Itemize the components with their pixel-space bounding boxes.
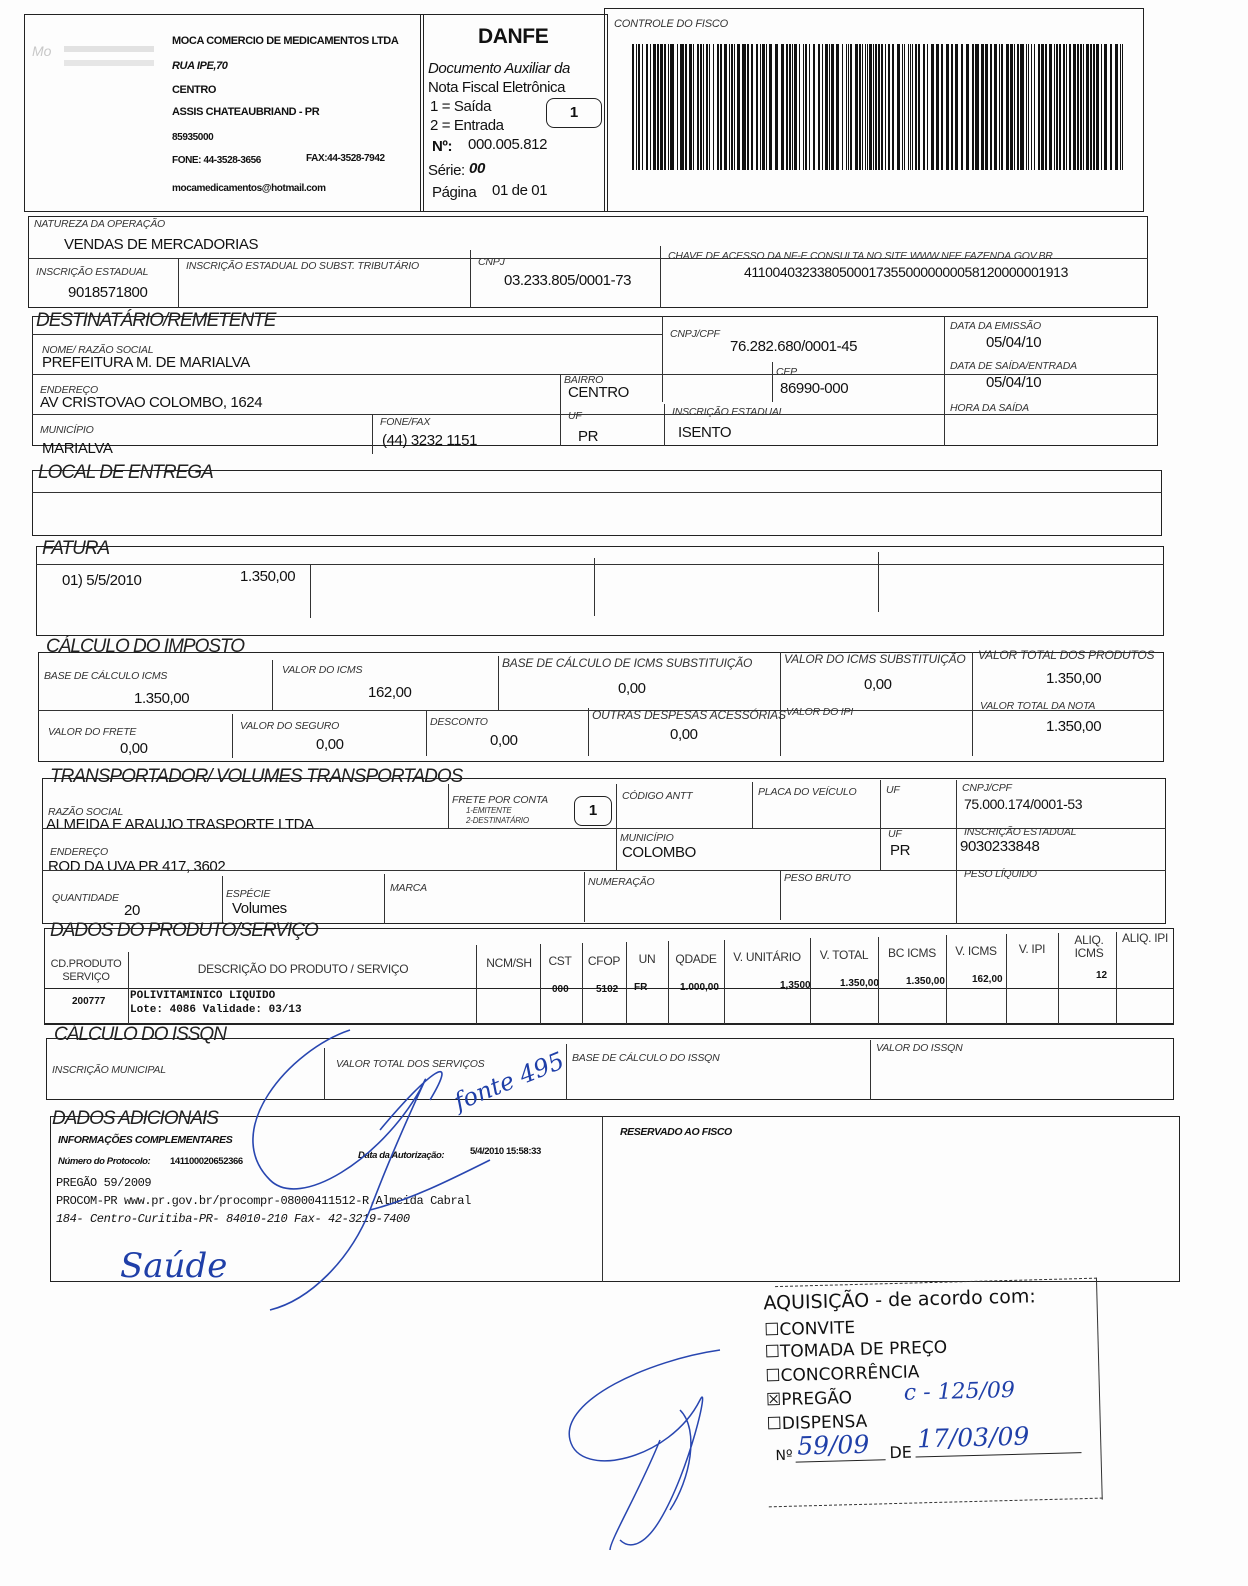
tipo-box: [546, 98, 602, 128]
transp-cnpj-value: 75.000.174/0001-53: [964, 796, 1083, 812]
qtd-label: QUANTIDADE: [52, 892, 119, 904]
th-qdade: QDADE: [675, 952, 717, 966]
frete-conta-box: [574, 796, 612, 826]
seguro-label: VALOR DO SEGURO: [240, 720, 340, 732]
th-bc-icms: BC ICMS: [888, 946, 936, 960]
transp-ie-label: INSCRIÇÃO ESTADUAL: [964, 826, 1077, 838]
dest-cnpj-label: CNPJ/CPF: [670, 328, 720, 340]
handwritten-saude: Saúde: [120, 1246, 228, 1286]
danfe-entrada: 2 = Entrada: [430, 117, 504, 134]
transp-uf2-value: PR: [890, 842, 911, 859]
stamp-num-label: Nº: [775, 1447, 793, 1465]
im-label: INSCRIÇÃO MUNICIPAL: [52, 1064, 166, 1076]
dest-nome-value: PREFEITURA M. DE MARIALVA: [42, 354, 250, 371]
total-nota-value: 1.350,00: [1046, 718, 1102, 735]
danfe-subtitle-1: Documento Auxiliar da: [428, 60, 570, 77]
fatura-title: FATURA: [42, 538, 110, 559]
pagina-label: Página: [432, 184, 477, 201]
transp-endereco-value: ROD DA UVA PR 417, 3602: [48, 858, 226, 875]
destinatario-title: DESTINATÁRIO/REMETENTE: [36, 310, 276, 331]
fatura-valor: 1.350,00: [240, 568, 296, 585]
company-email: mocamedicamentos@hotmail.com: [172, 183, 326, 194]
dest-nome-label: NOME/ RAZÃO SOCIAL: [42, 344, 154, 356]
cnpj-emit-value: 03.233.805/0001-73: [504, 272, 632, 289]
placa-label: PLACA DO VEÍCULO: [758, 786, 857, 798]
numero-value: 000.005.812: [468, 136, 548, 153]
th-cfop: CFOP: [587, 954, 621, 968]
total-produtos-label: VALOR TOTAL DOS PRODUTOS: [978, 648, 1155, 662]
transp-cnpj-label: CNPJ/CPF: [962, 782, 1012, 794]
transp-razao-value: ALMEIDA E ARAUJO TRASPORTE LTDA: [46, 816, 314, 833]
valor-icms-value: 162,00: [368, 684, 412, 701]
issqn-title: CÁLCULO DO ISSQN: [54, 1024, 226, 1045]
row-lote: Lote: 4086 Validade: 03/13: [130, 1004, 302, 1016]
th-aliq-icms: ALIQ. ICMS: [1074, 933, 1104, 960]
valor-issqn-label: VALOR DO ISSQN: [876, 1042, 963, 1054]
qtd-value: 20: [124, 902, 140, 919]
company-city: ASSIS CHATEAUBRIAND - PR: [172, 106, 320, 118]
info-line2: PROCOM-PR www.pr.gov.br/procompr-08000411512-R.Almeida Cabral: [56, 1194, 471, 1208]
valor-st-value: 0,00: [864, 676, 892, 693]
peso-liquido-label: PESO LÍQUIDO: [964, 868, 1037, 880]
frete-conta-value: 1: [588, 802, 598, 819]
emissao-value: 05/04/10: [986, 334, 1042, 351]
especie-value: Volumes: [232, 900, 287, 917]
transp-municipio-value: COLOMBO: [622, 844, 696, 861]
transp-uf-label: UF: [886, 784, 900, 796]
dest-municipio-label: MUNICÍPIO: [40, 424, 94, 436]
company-name: MOCA COMERCIO DE MEDICAMENTOS LTDA: [172, 35, 399, 47]
row-cfop: 5102: [596, 984, 619, 995]
transp-ie-value: 9030233848: [960, 838, 1040, 855]
seguro-value: 0,00: [316, 736, 344, 753]
dest-fone-label: FONE/FAX: [380, 416, 431, 428]
frete-opt1: 1-EMITENTE: [466, 806, 512, 815]
company-zip: 85935000: [172, 132, 214, 143]
row-descricao: POLIVITAMINICO LIQUIDO: [130, 990, 276, 1002]
handwritten-fonte: fonte 495: [450, 1046, 569, 1116]
base-icms-label: BASE DE CÁLCULO ICMS: [44, 670, 168, 682]
th-aliq-ipi: ALIQ. IPI: [1122, 931, 1168, 945]
row-unit: 1,3500: [780, 980, 811, 991]
row-cst: 000: [552, 984, 569, 995]
barcode: [632, 44, 1128, 172]
info-line1: PREGÃO 59/2009: [56, 1176, 152, 1190]
acquisition-stamp: [763, 1278, 1103, 1517]
stamp-opt-pregao: ☒PREGÃO: [765, 1388, 853, 1411]
th-total: V. TOTAL: [819, 948, 869, 962]
protocolo-value: 141100020652366: [170, 1156, 243, 1167]
controle-fisco-label: CONTROLE DO FISCO: [614, 18, 728, 30]
stamp-num: 59/09: [796, 1429, 870, 1461]
row-codigo: 200777: [72, 996, 106, 1007]
fatura-box: [36, 546, 1164, 636]
dest-cep-value: 86990-000: [780, 380, 849, 397]
dest-endereco-label: ENDEREÇO: [40, 384, 98, 396]
checkbox-empty-icon: ☐: [764, 1341, 781, 1363]
marca-label: MARCA: [390, 882, 427, 894]
company-street: RUA IPE,70: [172, 60, 228, 72]
stamp-opt-convite: ☐CONVITE: [763, 1318, 856, 1341]
serie-label: Série:: [428, 162, 465, 179]
adicionais-title: DADOS ADICIONAIS: [52, 1108, 218, 1129]
natureza-value: VENDAS DE MERCADORIAS: [64, 236, 259, 253]
base-st-value: 0,00: [618, 680, 646, 697]
base-st-label: BASE DE CÁLCULO DE ICMS SUBSTITUIÇÃO: [502, 656, 753, 670]
dest-fone-value: (44) 3232 1151: [382, 432, 478, 449]
antt-label: CÓDIGO ANTT: [622, 790, 693, 802]
reservado-label: RESERVADO AO FISCO: [620, 1126, 732, 1138]
outras-label: OUTRAS DESPESAS ACESSÓRIAS: [592, 708, 786, 722]
transp-uf2-label: UF: [888, 828, 902, 840]
dest-cep-label: CEP: [776, 366, 797, 378]
signature-scribble-2: [550, 1340, 770, 1560]
tipo-value: 1: [569, 104, 579, 121]
row-icms: 162,00: [972, 974, 1003, 985]
dest-bairro-label: BAIRRO: [564, 374, 604, 386]
stamp-pregao-note: c - 125/09: [903, 1377, 1016, 1406]
stamp-opt-tomada: ☐TOMADA DE PREÇO: [764, 1337, 948, 1363]
natureza-label: NATUREZA DA OPERAÇÃO: [34, 218, 165, 230]
autorizacao-label: Data da Autorização:: [358, 1150, 445, 1161]
base-icms-value: 1.350,00: [134, 690, 190, 707]
issqn-box: [46, 1038, 1174, 1100]
company-district: CENTRO: [172, 84, 217, 96]
chave-value: 41100403233805000173550000000058120000001913: [744, 264, 1068, 280]
dest-municipio-value: MARIALVA: [42, 440, 113, 457]
stamp-de-label: DE: [889, 1442, 913, 1463]
pagina-value: 01 de 01: [492, 182, 548, 199]
ie-value: 9018571800: [68, 284, 148, 301]
stamp-opt-concorrencia: ☐CONCORRÊNCIA: [765, 1362, 920, 1387]
ie-label: INSCRIÇÃO ESTADUAL: [36, 266, 149, 278]
danfe-saida: 1 = Saída: [430, 98, 492, 115]
saida-label: DATA DE SAÍDA/ENTRADA: [950, 360, 1077, 372]
total-produtos-value: 1.350,00: [1046, 670, 1102, 687]
ipi-label: VALOR DO IPI: [786, 706, 854, 718]
th-descricao: DESCRIÇÃO DO PRODUTO / SERVIÇO: [197, 962, 409, 976]
emissao-label: DATA DA EMISSÃO: [950, 320, 1041, 332]
local-entrega-box: [32, 470, 1162, 536]
stamp-date: 17/03/09: [916, 1421, 1030, 1454]
cnpj-emit-label: CNPJ: [478, 256, 505, 268]
dest-ie-value: ISENTO: [678, 424, 732, 441]
fatura-parcela: 01) 5/5/2010: [62, 572, 142, 589]
servicos-label: VALOR TOTAL DOS SERVIÇOS: [336, 1058, 485, 1070]
frete-value: 0,00: [120, 740, 148, 757]
checkbox-empty-icon: ☐: [763, 1320, 780, 1341]
stamp-title: AQUISIÇÃO - de acordo com:: [763, 1285, 1036, 1315]
base-issqn-label: BASE DE CÁLCULO DO ISSQN: [572, 1052, 720, 1064]
company-logo: [30, 40, 160, 76]
company-phone: FONE: 44-3528-3656: [172, 155, 261, 166]
svg-text:Mo: Mo: [32, 43, 52, 59]
dest-uf-label: UF: [568, 410, 582, 422]
row-total: 1.350,00: [840, 978, 879, 989]
dest-endereco-value: AV CRISTOVAO COLOMBO, 1624: [40, 394, 263, 411]
numeracao-label: NUMERAÇÃO: [588, 876, 655, 888]
valor-st-label: VALOR DO ICMS SUBSTITUIÇÃO: [784, 652, 966, 666]
serie-value: 00: [469, 160, 485, 177]
transp-endereco-label: ENDEREÇO: [50, 846, 108, 858]
company-fax: FAX:44-3528-7942: [306, 153, 385, 164]
outras-value: 0,00: [670, 726, 698, 743]
especie-label: ESPÉCIE: [226, 888, 271, 900]
local-entrega-title: LOCAL DE ENTREGA: [38, 462, 213, 483]
danfe-title: DANFE: [478, 25, 549, 48]
dest-cnpj-value: 76.282.680/0001-45: [730, 338, 858, 355]
imposto-title: CÁLCULO DO IMPOSTO: [46, 636, 245, 657]
checkbox-empty-icon: ☐: [766, 1413, 783, 1435]
th-codigo: CD.PRODUTO SERVIÇO: [50, 958, 122, 983]
protocolo-label: Número do Protocolo:: [58, 1156, 151, 1167]
valor-icms-label: VALOR DO ICMS: [282, 664, 363, 676]
th-un: UN: [638, 952, 656, 966]
desconto-label: DESCONTO: [430, 716, 488, 728]
dest-ie-label: INSCRIÇÃO ESTADUAL: [672, 406, 785, 418]
checkbox-empty-icon: ☐: [765, 1365, 781, 1387]
checkbox-checked-icon: ☒: [765, 1389, 782, 1411]
th-unitario: V. UNITÁRIO: [733, 950, 801, 964]
ie-st-label: INSCRIÇÃO ESTADUAL DO SUBST. TRIBUTÁRIO: [186, 260, 419, 272]
info-line3: 184- Centro-Curitiba-PR- 84010-210 Fax- 42-3219-7400: [56, 1212, 410, 1226]
peso-bruto-label: PESO BRUTO: [784, 872, 851, 884]
transp-municipio-label: MUNICÍPIO: [620, 832, 674, 844]
saida-value: 05/04/10: [986, 374, 1042, 391]
desconto-value: 0,00: [490, 732, 518, 749]
dest-uf-value: PR: [578, 428, 599, 445]
produtos-title: DADOS DO PRODUTO/SERVIÇO: [50, 920, 318, 941]
danfe-subtitle-2: Nota Fiscal Eletrônica: [428, 79, 566, 96]
info-label: INFORMAÇÕES COMPLEMENTARES: [58, 1134, 233, 1146]
autorizacao-value: 5/4/2010 15:58:33: [470, 1146, 541, 1157]
row-qtd: 1.000,00: [680, 982, 719, 993]
dest-bairro-value: CENTRO: [568, 384, 629, 401]
numero-label: Nº:: [432, 138, 453, 155]
frete-conta-label: FRETE POR CONTA: [452, 794, 548, 806]
total-nota-label: VALOR TOTAL DA NOTA: [980, 700, 1096, 712]
row-bc: 1.350,00: [906, 976, 945, 987]
transp-razao-label: RAZÃO SOCIAL: [48, 806, 124, 818]
row-aliq-icms: 12: [1096, 970, 1108, 981]
stamp-opt-dispensa: ☐DISPENSA: [766, 1411, 868, 1435]
th-v-ipi: V. IPI: [1018, 942, 1046, 956]
frete-label: VALOR DO FRETE: [48, 726, 137, 738]
th-ncm: NCM/SH: [486, 956, 532, 970]
th-v-icms: V. ICMS: [955, 944, 997, 958]
chave-label: CHAVE DE ACESSO DA NF-E CONSULTA NO SITE WWW.NFE.FAZENDA.GOV.BR: [668, 250, 1053, 262]
transportador-title: TRANSPORTADOR/ VOLUMES TRANSPORTADOS: [50, 766, 463, 787]
frete-opt2: 2-DESTINATÁRIO: [466, 816, 529, 825]
row-un: FR: [634, 982, 648, 993]
th-cst: CST: [548, 954, 572, 968]
hora-saida-label: HORA DA SAÍDA: [950, 402, 1029, 414]
